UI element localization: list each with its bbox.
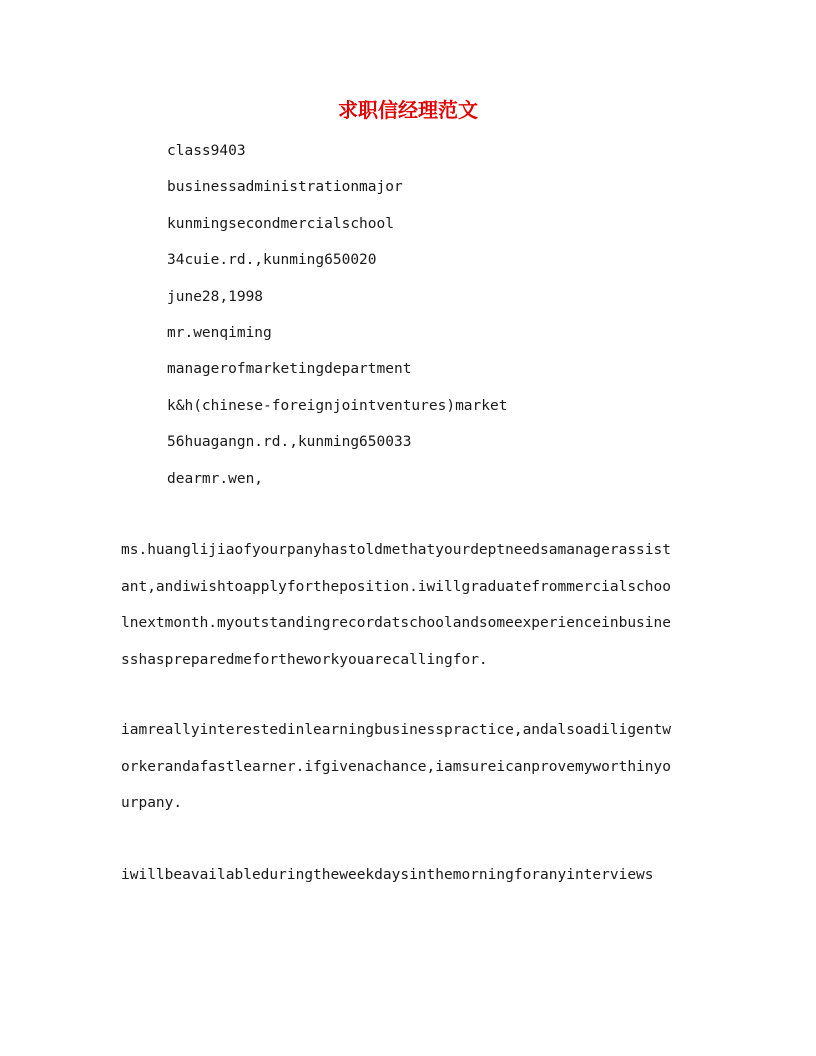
letter-header: [167, 138, 507, 502]
letter-date: june28,1998: [167, 288, 264, 305]
document-title: 求职信经理范文: [338, 98, 478, 122]
recipient-title: managerofmarketingdepartment: [167, 361, 412, 378]
recipient-name: mr.wenqiming: [167, 324, 272, 341]
sender-school-line: kunmingsecondmercialschool: [167, 215, 394, 232]
body-paragraph: iamreallyinterestedinlearningbusinesspractice,andalsoadiligentworkerandafastlearner.ifgivenachance,iamsureicanprovemyworthinyourpany.: [121, 722, 671, 811]
sender-major-line: businessadministrationmajor: [167, 179, 403, 196]
recipient-address: 56huagangn.rd.,kunming650033: [167, 434, 412, 451]
sender-address-line: 34cuie.rd.,kunming650020: [167, 252, 377, 269]
body-paragraph: ms.huanglijiaofyourpanyhastoldmethatyourdeptneedsamanagerassistant,andiwishtoapplyfortheposition.iwillgraduatefrommercialschoolnextmonth.myoutstandingrecordatschoolandsomeexperienceinbusinesshaspreparedmefortheworkyouarecallingfor.: [121, 542, 671, 668]
recipient-company: k&h(chinese-foreignjointventures)market: [167, 397, 508, 414]
sender-class-line: class9403: [167, 143, 246, 159]
salutation: dearmr.wen,: [167, 470, 264, 487]
body-paragraph: iwillbeavailableduringtheweekdaysinthemorningforanyinterviews: [121, 867, 654, 883]
